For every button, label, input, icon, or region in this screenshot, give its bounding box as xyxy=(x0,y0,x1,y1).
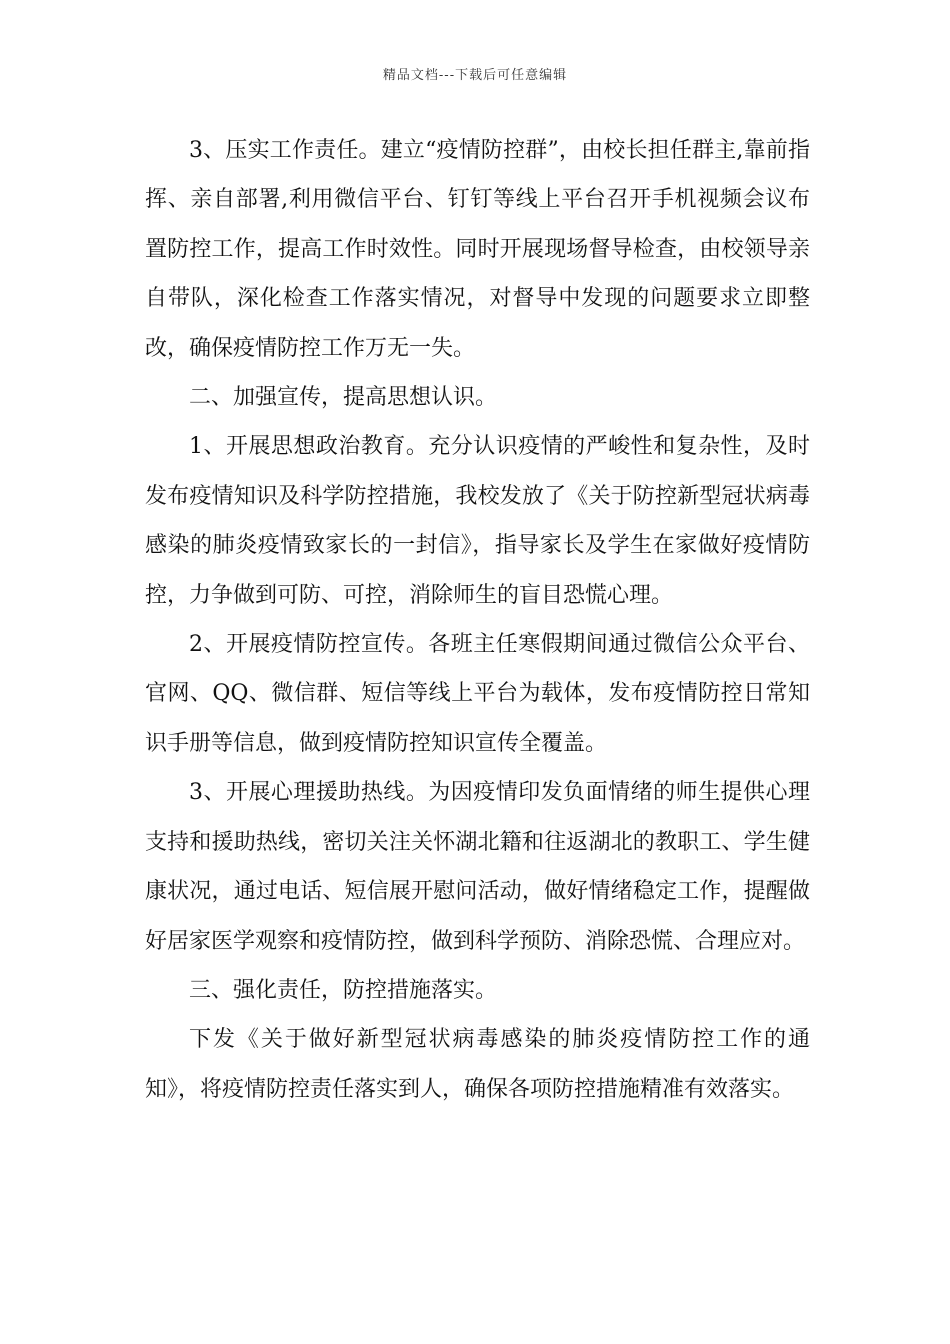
paragraph-psychological-hotline: 3、开展心理援助热线。为因疫情印发负面情绪的师生提供心理支持和援助热线，密切关注关怀湖北籍和往返湖北的教职工、学生健康状况，通过电话、短信展开慰问活动，做好情绪稳定工作，提醒做好居家医学观察和疫情防控，做到科学预防、消除恐慌、合理应对。 xyxy=(145,780,810,954)
section-heading-responsibility: 三、强化责任，防控措施落实。 xyxy=(189,977,498,1003)
page-header: 精品文档---下载后可任意编辑 xyxy=(382,68,568,83)
document-body xyxy=(145,126,810,1114)
paragraph-notice: 下发《关于做好新型冠状病毒感染的肺炎疫情防控工作的通知》，将疫情防控责任落实到人，确保各项防控措施精准有效落实。 xyxy=(145,1027,810,1102)
section-heading-publicity: 二、加强宣传，提高思想认识。 xyxy=(189,385,498,411)
paragraph-responsibility: 3、压实工作责任。建立“疫情防控群”，由校长担任群主,靠前指挥、亲自部署,利用微信平台、钉钉等线上平台召开手机视频会议布置防控工作，提高工作时效性。同时开展现场督导检查，由校领导亲自带队，深化检查工作落实情况，对督导中发现的问题要求立即整改，确保疫情防控工作万无一失。 xyxy=(145,138,810,361)
paragraph-prevention-publicity: 2、开展疫情防控宣传。各班主任寒假期间通过微信公众平台、官网、QQ、微信群、短信等线上平台为载体，发布疫情防控日常知识手册等信息，做到疫情防控知识宣传全覆盖。 xyxy=(145,632,810,756)
paragraph-political-education: 1、开展思想政治教育。充分认识疫情的严峻性和复杂性，及时发布疫情知识及科学防控措施，我校发放了《关于防控新型冠状病毒感染的肺炎疫情致家长的一封信》，指导家长及学生在家做好疫情防控，力争做到可防、可控，消除师生的盲目恐慌心理。 xyxy=(145,434,810,608)
